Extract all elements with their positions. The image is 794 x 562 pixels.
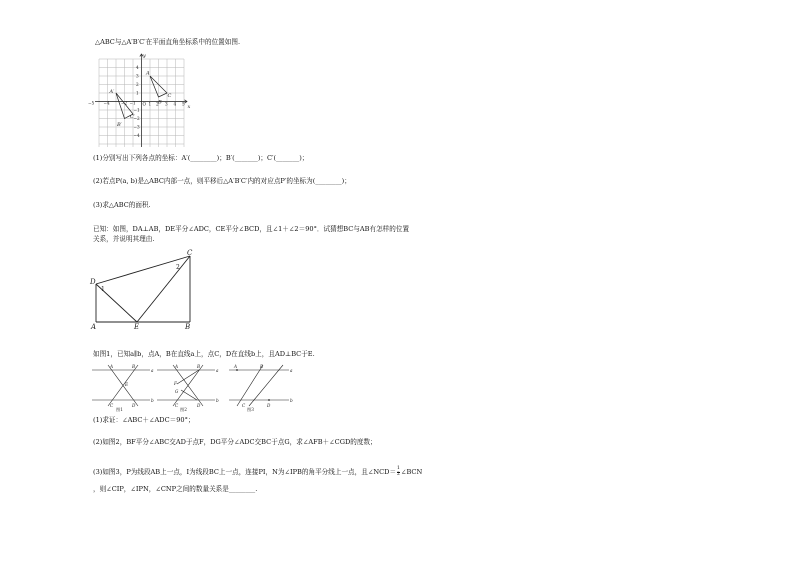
x-tick-1: 1 (148, 101, 152, 107)
label-a: A (91, 323, 97, 331)
x-tick-neg5: −5 (88, 100, 95, 106)
x-tick-4: 4 (173, 101, 177, 107)
point-a-prime-label: A′ (109, 89, 115, 95)
angle-2-label: 2 (176, 264, 180, 271)
y-tick-2: 2 (136, 82, 139, 87)
point-a-label: A (146, 70, 150, 77)
y-tick-1: 1 (136, 90, 139, 96)
problem3-question1: (1)求证：∠ABC＋∠ADC＝90°； (93, 416, 195, 424)
svg-text:A: A (175, 364, 179, 369)
label-e: E (134, 323, 140, 331)
svg-text:A: A (110, 364, 114, 369)
svg-text:E: E (125, 382, 129, 387)
y-tick-3: 3 (136, 73, 139, 79)
y-tick-neg1: −1 (133, 107, 140, 113)
svg-text:C: C (110, 403, 114, 408)
origin-label: O (142, 101, 146, 107)
fig2-caption: 图2 (180, 407, 187, 412)
fraction-one-half (397, 467, 400, 477)
svg-text:B: B (132, 364, 136, 369)
svg-text:b: b (290, 398, 293, 403)
fig1-line-b: b (151, 398, 154, 403)
problem3-intro: 如图1，已知a∥b，点A，B在直线a上，点C，D在直线b上，且AD⊥BC于E. (93, 350, 315, 358)
problem1-question2: (2)若点P(a, b)是△ABC内部一点，则平移后△A′B′C′内的对应点P′的坐标为(________)； (93, 177, 351, 185)
coordinate-grid-figure (88, 52, 194, 147)
svg-text:a: a (290, 368, 293, 373)
svg-text:F: F (174, 381, 177, 386)
y-tick-neg3: −3 (133, 124, 140, 130)
problem3-question2: (2)如图2，BF平分∠ABC交AD于点F，DG平分∠ADC交BC于点G，求∠AFB＋∠CGD的度数； (93, 438, 377, 446)
x-tick-5: 5 (182, 101, 185, 107)
y-tick-4: 4 (136, 65, 139, 70)
svg-text:C: C (242, 403, 246, 408)
figure-3 (225, 362, 295, 412)
y-tick-neg2: −2 (133, 116, 140, 121)
svg-text:a: a (151, 368, 154, 373)
problem3-question3-line1 (93, 467, 422, 477)
figure-2 (155, 362, 221, 412)
x-axis-label: x (187, 104, 191, 110)
point-c-prime-label: C′ (130, 114, 135, 120)
label-c: C (187, 249, 193, 257)
svg-text:D: D (132, 403, 136, 408)
problem2-text-line2: 关系，并说明其理由. (93, 235, 155, 243)
svg-text:b: b (216, 398, 219, 403)
figure-1 (90, 362, 156, 412)
fraction-numerator: 1 (397, 466, 400, 471)
label-d: D (90, 278, 96, 286)
fig2-line-a: a (216, 368, 219, 373)
svg-text:C: C (175, 403, 179, 408)
problem2-text-line1: 已知：如图，DA⊥AB，DE平分∠ADC，CE平分∠BCD，且∠1＋∠2＝90°．试猜想BC与AB有怎样的位置 (93, 225, 410, 233)
angle-1-label: 1 (101, 286, 105, 293)
problem1-question3: (3)求△ABC的面积. (93, 201, 151, 209)
point-b-label: B (158, 99, 162, 106)
x-tick-3: 3 (165, 101, 168, 107)
svg-text:D: D (197, 403, 201, 408)
point-c-label: C (167, 93, 172, 99)
svg-text:A: A (234, 364, 238, 369)
svg-text:D: D (267, 403, 271, 408)
fig3-caption: 图3 (247, 407, 254, 412)
x-tick-neg4: −4 (103, 100, 110, 106)
svg-text:G: G (175, 389, 179, 394)
point-b-prime-label: B′ (117, 122, 122, 128)
quadrilateral-figure (88, 247, 203, 337)
problem3-question3-after-fraction: ∠BCN (400, 468, 423, 476)
problem1-intro: △ABC与△A′B′C′在平面直角坐标系中的位置如图. (95, 38, 241, 46)
x-tick-2: 2 (156, 101, 159, 107)
x-tick-neg1: −1 (129, 100, 136, 106)
svg-text:B: B (197, 364, 201, 369)
y-tick-neg4: −4 (133, 133, 140, 138)
label-b: B (185, 323, 191, 331)
problem3-question3-line2: ，则∠CIP，∠IPN，∠CNP之间的数量关系是________. (93, 485, 258, 493)
x-tick-neg2: −2 (121, 100, 128, 106)
svg-text:B: B (260, 364, 264, 369)
fig1-caption: 图1 (116, 407, 123, 412)
y-axis-label: y (143, 53, 146, 59)
fraction-denominator: 2 (397, 471, 400, 477)
problem3-question3-text: (3)如图3，P为线段AB上一点，I为线段BC上一点，连接PI，N为∠IPB的角平分线上一点，且∠NCD＝ (93, 468, 397, 476)
problem1-question1: (1)分别写出下列各点的坐标：A′(________)；B′(_______)；C′(_______)； (93, 154, 309, 162)
